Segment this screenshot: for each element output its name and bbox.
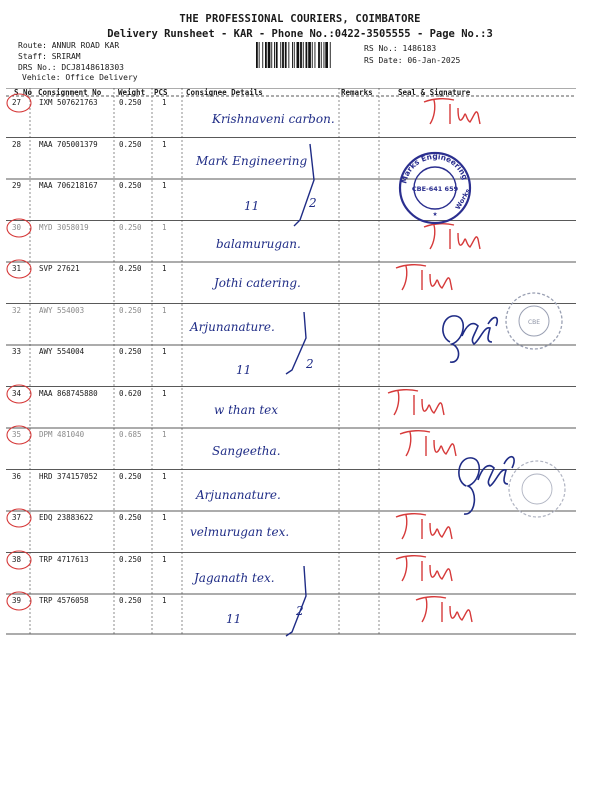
handwritten-signature: [432, 306, 504, 368]
red-circle-mark: [4, 92, 34, 114]
svg-text:Marks Engineering: [399, 152, 469, 185]
consignee-handwriting: 11: [244, 199, 260, 213]
cell-consignment: SVP 27621: [39, 264, 80, 273]
cell-weight: 0.250: [119, 305, 142, 315]
cell-sno: 28: [12, 139, 22, 149]
col-header-weight: Weight: [118, 88, 146, 97]
consignee-handwriting: Sangeetha.: [212, 444, 281, 458]
cell-pcs: 1: [162, 181, 167, 190]
bracket-mark: [276, 562, 316, 640]
stamp-side-text: Works: [453, 187, 473, 211]
red-circle-mark: [4, 549, 34, 571]
cell-consignment: MAA 705001379: [39, 139, 98, 149]
cell-consignment: MAA 706218167: [39, 181, 98, 190]
cell-sno: 37: [12, 513, 22, 522]
company-title: THE PROFESSIONAL COURIERS, COIMBATORE: [179, 13, 421, 25]
cell-weight: 0.250: [119, 222, 142, 232]
bracket-mark: [276, 308, 316, 378]
faded-seal: [503, 290, 565, 352]
cell-weight: 0.250: [119, 264, 142, 273]
cell-weight: 0.250: [119, 139, 142, 149]
col-header-pcs: PCS: [154, 88, 168, 97]
cell-consignment: MYD 3058019: [39, 222, 89, 232]
count-mark: 2: [306, 357, 314, 371]
cell-pcs: 1: [162, 347, 167, 356]
consignee-handwriting: balamurugan.: [216, 236, 301, 251]
vehicle-label: Vehicle: Office Delivery: [22, 73, 138, 82]
red-signature: [384, 385, 464, 419]
consignee-handwriting: Arjunanature.: [196, 487, 281, 502]
consignee-handwriting: Jaganath tex.: [194, 570, 275, 585]
cell-sno: 36: [12, 471, 22, 481]
count-mark: 2: [309, 196, 317, 210]
cell-pcs: 1: [162, 222, 167, 232]
cell-sno: 29: [12, 181, 22, 190]
cell-weight: 0.250: [119, 513, 142, 522]
cell-consignment: TRP 4717613: [39, 554, 89, 564]
col-header-sno: S No: [14, 88, 33, 97]
cell-weight: 0.250: [119, 347, 142, 356]
handwritten-signature: [450, 446, 520, 522]
cell-weight: 0.685: [119, 430, 142, 439]
consignee-handwriting: Jothi catering.: [214, 276, 301, 290]
cell-weight: 0.250: [119, 596, 142, 605]
consignee-handwriting: 11: [236, 363, 252, 377]
svg-text:★: ★: [432, 209, 438, 218]
consignee-handwriting: Mark Engineering: [196, 153, 308, 168]
cell-consignment: DPM 481040: [39, 430, 85, 439]
cell-sno: 34: [12, 388, 22, 398]
red-circle-mark: [4, 383, 34, 405]
company-stamp: [396, 150, 474, 226]
stamp-center-text: CBE-641 659: [411, 185, 459, 193]
cell-weight: 0.250: [119, 554, 142, 564]
cell-pcs: 1: [162, 98, 167, 107]
drs-label: DRS No.: DCJ8148618303: [18, 63, 124, 72]
cell-sno: 31: [12, 264, 22, 273]
stamp-arc-text: Marks Engineering: [399, 151, 470, 185]
consignee-handwriting: velmurugan tex.: [190, 525, 290, 539]
route-label: Route: ANNUR ROAD KAR: [18, 41, 120, 50]
cell-pcs: 1: [162, 554, 167, 564]
red-circle-mark: [4, 258, 34, 280]
red-circle-mark: [4, 424, 34, 446]
col-header-consignment: Consignment No: [38, 88, 102, 97]
consignee-handwriting: w than tex: [214, 402, 279, 417]
seal-text: CBE: [527, 319, 541, 326]
red-circle-mark: [4, 590, 34, 612]
consignee-handwriting: 11: [226, 612, 242, 626]
red-signature: [412, 592, 492, 626]
consignee-handwriting: Krishnaveni carbon.: [212, 112, 335, 126]
cell-consignment: AWY 554004: [39, 347, 85, 356]
cell-pcs: 1: [162, 305, 167, 315]
runsheet-subtitle: Delivery Runsheet - KAR - Phone No.:0422-3505555 - Page No.:3: [107, 28, 493, 40]
red-signature: [392, 260, 472, 294]
cell-pcs: 1: [162, 430, 167, 439]
cell-sno: 39: [12, 596, 22, 605]
cell-weight: 0.250: [119, 181, 142, 190]
red-circle-mark: [4, 507, 34, 529]
cell-pcs: 1: [162, 596, 167, 605]
cell-sno: 32: [12, 305, 22, 315]
cell-consignment: AWY 554003: [39, 305, 85, 315]
cell-consignment: HRD 374157052: [39, 471, 98, 481]
col-header-seal-signature: Seal & Signature: [398, 88, 471, 97]
cell-sno: 27: [12, 98, 22, 107]
cell-sno: 35: [12, 430, 22, 439]
cell-consignment: EDQ 23883622: [39, 513, 94, 522]
cell-sno: 33: [12, 347, 22, 356]
rs-number: RS No.: 1486183: [364, 44, 437, 53]
cell-weight: 0.250: [119, 471, 142, 481]
barcode-image: [256, 42, 356, 68]
cell-sno: 30: [12, 222, 22, 232]
staff-label: Staff: SRIRAM: [18, 52, 81, 61]
cell-weight: 0.250: [119, 98, 142, 107]
rs-date: RS Date: 06-Jan-2025: [364, 56, 461, 65]
cell-sno: 38: [12, 554, 22, 564]
cell-pcs: 1: [162, 139, 167, 149]
cell-pcs: 1: [162, 471, 167, 481]
col-header-consignee: Consignee Details: [186, 88, 263, 97]
cell-pcs: 1: [162, 264, 167, 273]
consignee-handwriting: Arjunanature.: [190, 319, 275, 334]
cell-pcs: 1: [162, 513, 167, 522]
count-mark: 2: [296, 604, 304, 618]
red-circle-mark: [4, 217, 34, 239]
cell-consignment: MAA 868745880: [39, 388, 98, 398]
bracket-mark: [280, 140, 320, 230]
red-signature: [392, 551, 472, 585]
red-signature: [420, 94, 500, 128]
col-header-remarks: Remarks: [341, 88, 373, 97]
cell-pcs: 1: [162, 388, 167, 398]
cell-consignment: TRP 4576058: [39, 596, 89, 605]
cell-consignment: IXM 507621763: [39, 98, 98, 107]
cell-weight: 0.620: [119, 388, 142, 398]
